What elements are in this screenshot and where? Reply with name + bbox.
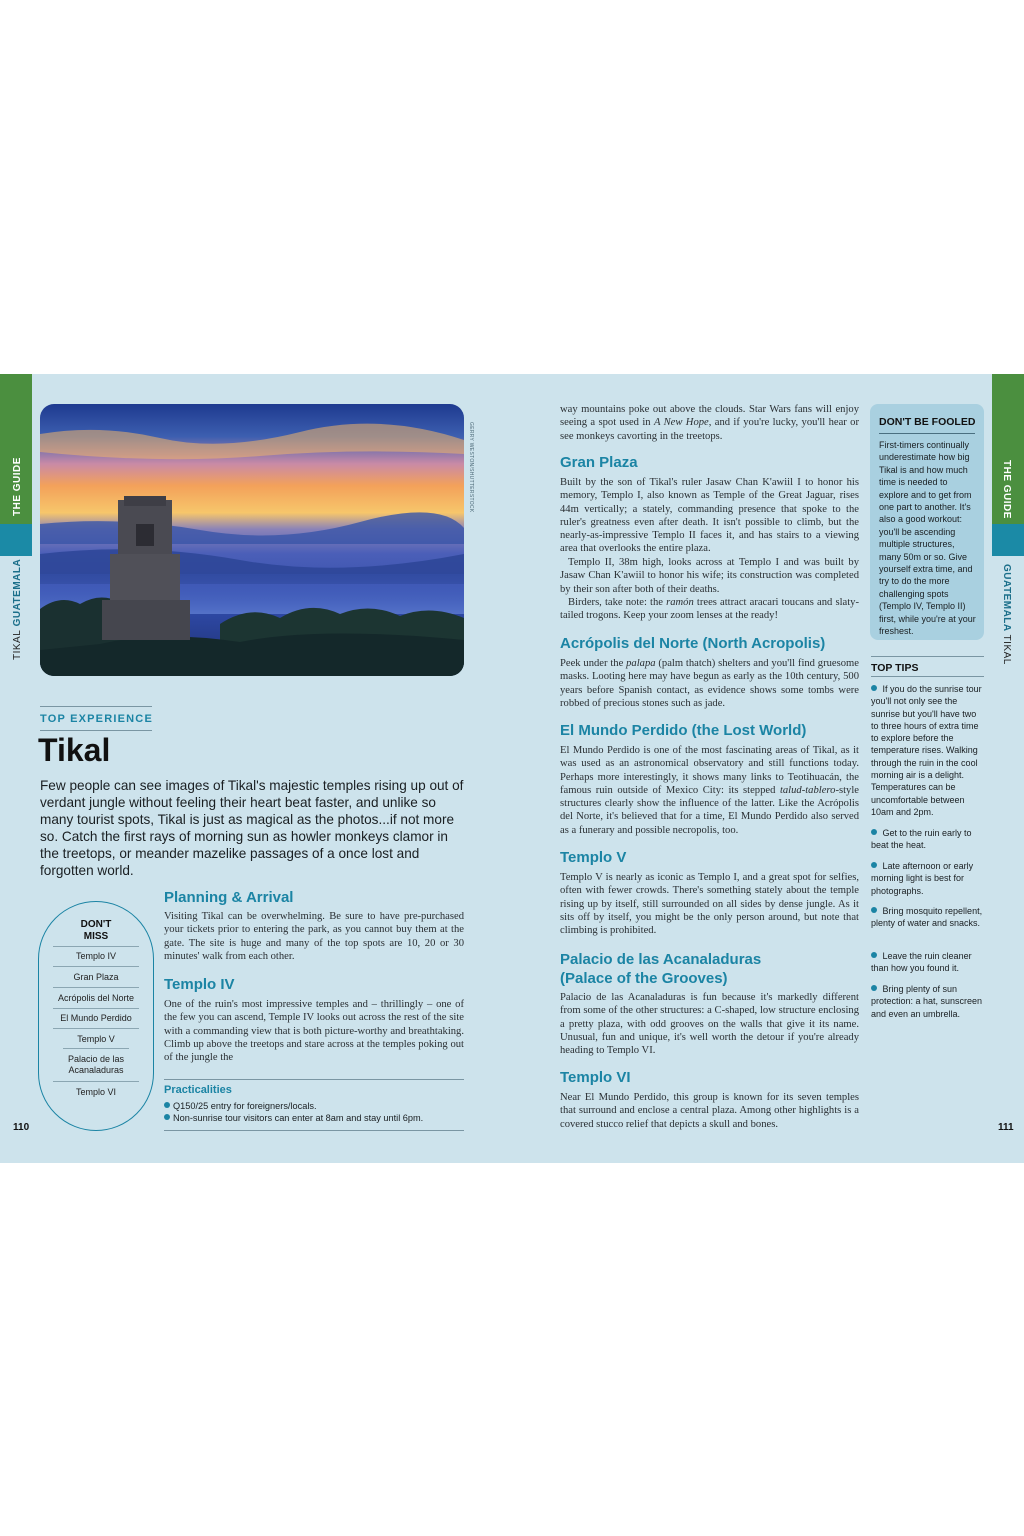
page-number-left: 110 (13, 1122, 30, 1133)
fooled-heading: DON'T BE FOOLED (879, 416, 976, 428)
intro-paragraph: Few people can see images of Tikal's majestic temples rising up out of verdant jungle without feeling their heart beat faster, and unlike so many tourist spots, Tikal is just as magical as the photos...if not more so. Catch the first rays of morning sun as howler monkeys clamor in the treetops, or meander mazelike passages of a once lost and forgotten world. (40, 778, 464, 878)
temple-photo-illustration (40, 404, 464, 676)
kicker-top-rule (40, 706, 152, 707)
gran-plaza-heading: Gran Plaza (560, 454, 638, 471)
practicalities-item: Q150/25 entry for foreigners/locals. (164, 1100, 317, 1112)
planning-text: Visiting Tikal can be overwhelming. Be sure to have pre-purchased your tickets prior to entering the park, as you cannot buy them at the gate. The site is huge and many of the top spots are 10, 20 or 30 minutes' walk from each other. (164, 911, 464, 962)
dont-miss-item: Palacio de las Acanaladuras (63, 1048, 129, 1076)
templo-vi-text: Near El Mundo Perdido, this group is known for its seven temples that surround and enclose a central plaza. Among other highlights is a covered stucco relief that depicts a skull and bones. (560, 1092, 859, 1130)
dont-miss-item: Templo IV (53, 946, 139, 962)
right-tab-marker (992, 524, 1024, 556)
left-section-label: THE GUIDE (12, 457, 23, 516)
gran-plaza-text-2: Templo II, 38m high, looks across at Templo I and was built by Jasaw Chan K'awiil to honor his wife; its construction was completed by their son after both of their deaths. (560, 557, 859, 595)
tip-item: Leave the ruin cleaner than how you found it. (871, 951, 972, 974)
dont-be-fooled-box (870, 404, 984, 640)
planning-heading: Planning & Arrival (164, 889, 294, 906)
bullet-icon (871, 685, 877, 691)
dont-miss-heading: DON'T MISS (80, 919, 112, 942)
practicalities-heading: Practicalities (164, 1084, 232, 1096)
bullet-icon (871, 907, 877, 913)
book-spread (0, 374, 1024, 1163)
gran-plaza-text-1: Built by the son of Tikal's ruler Jasaw Chan K'awiil I to honor his memory, Templo I, also known as Temple of the Great Jaguar, rises 44m vertically; a stately, commanding presence that spoke to the ruler's greatness even after death. It isn't possible to climb, but the nearly-as-impressive Templo II faces it, and has stairs to a viewing area that overlooks the entire plaza. (560, 477, 859, 555)
tip-item: If you do the sunrise tour you'll not only see the sunrise but you'll have two to three hours of extra time to explore before the temperature rises. Walking through the ruin in the cool morning air is a delight. Temperatures can be uncomfortable between 10am and 2pm. (871, 684, 982, 817)
palacio-text: Palacio de las Acanaladuras is fun because it's markedly different from some of the other structures: a C-shaped, low structure enclosing a pretty plaza, with odd grooves on the walls that give it its name. Unusual, fun and unique, it's well worth the detour if you're already heading to Templo VI. (560, 992, 859, 1057)
right-breadcrumb: GUATEMALA TIKAL (1001, 564, 1012, 665)
mundo-perdido-text: El Mundo Perdido is one of the most fascinating areas of Tikal, as it was used as an astronomical observatory and still functions today. Perhaps more interestingly, it shows many links to Teotihuacán, the famous ruin outside of Mexico City: its stepped talud-tablero-style structures clearly show the influence of the latter. Like the Acrópolis del Norte, it's believed that for a time, El Mundo Perdido also served as a funerary and possible necropolis, too. (560, 745, 859, 836)
acropolis-text: Peek under the palapa (palm thatch) shelters and you'll find gruesome masks. Looting here may have begun as early as the 10th century, 500 years before Spanish contact, as evidence shows some tombs were robbed of precious stones such as jade. (560, 658, 859, 709)
bullet-icon (871, 952, 877, 958)
kicker-bottom-rule (40, 730, 152, 731)
templo-v-text: Templo V is nearly as iconic as Templo I, and a great spot for selfies, often with fewer crowds. There's something stately about the temple rising up by itself, still surrounded on all sides by dense jungle. As it sits off by itself, you might be the only person around, but note that climbing is prohibited. (560, 872, 859, 937)
dont-miss-box (38, 901, 154, 1131)
acropolis-heading: Acrópolis del Norte (North Acropolis) (560, 635, 826, 652)
top-tips-heading: TOP TIPS (871, 662, 919, 674)
kicker: TOP EXPERIENCE (40, 713, 153, 725)
tip-item: Late afternoon or early morning light is best for photographs. (871, 861, 974, 896)
page-title: Tikal (38, 732, 111, 768)
dont-miss-item: Gran Plaza (53, 966, 139, 983)
bullet-icon (871, 985, 877, 991)
dont-miss-item: El Mundo Perdido (53, 1008, 139, 1024)
left-breadcrumb: TIKAL GUATEMALA (12, 558, 23, 660)
mundo-perdido-heading: El Mundo Perdido (the Lost World) (560, 722, 807, 739)
bullet-icon (164, 1102, 170, 1108)
page-number-right: 111 (998, 1122, 1014, 1133)
photo-credit: GERRY WESTON/SHUTTERSTOCK (468, 422, 474, 513)
templo-iv-text: One of the ruin's most impressive temples and – thrillingly – one of the few you can ascend, Temple IV looks out across the rest of the site with a commanding view that is both picture-worthy and breathtaking. Climb up above the treetops and stare across at the temples poking out of the jungle the (164, 999, 464, 1064)
palacio-heading: Palacio de las Acanaladuras (Palace of the Grooves) (560, 951, 762, 987)
bullet-icon (164, 1114, 170, 1120)
bullet-icon (871, 829, 877, 835)
gran-plaza-text-3: Birders, take note: the ramón trees attract aracari toucans and slaty-tailed trogons. Keep your zoom lenses at the ready! (560, 597, 859, 622)
tips-top-rule (871, 656, 984, 657)
tikal-sunrise-photo (40, 404, 464, 676)
templo-vi-heading: Templo VI (560, 1069, 631, 1086)
tip-item: Get to the ruin early to beat the heat. (871, 828, 972, 851)
dont-miss-item: Acrópolis del Norte (53, 987, 139, 1004)
right-section-label: THE GUIDE (1001, 460, 1012, 519)
tip-item: Bring mosquito repellent, plenty of water and snacks. (871, 906, 983, 929)
bullet-icon (871, 862, 877, 868)
templo-iv-heading: Templo IV (164, 976, 235, 993)
dont-miss-item: Templo V (53, 1028, 139, 1045)
tip-item: Bring plenty of sun protection: a hat, sunscreen and even an umbrella. (871, 984, 983, 1019)
templo-v-heading: Templo V (560, 849, 627, 866)
continuation-text: way mountains poke out above the clouds. Star Wars fans will enjoy seeing a spot used in A New Hope, and if you're lucky, you'll hear or see monkeys cavorting in the treetops. (560, 404, 859, 442)
fooled-rule (879, 433, 975, 434)
tips-bottom-rule (871, 676, 984, 677)
practicalities-item: Non-sunrise tour visitors can enter at 8am and stay until 6pm. (164, 1112, 423, 1124)
practicalities-bottom-rule (164, 1130, 464, 1131)
fooled-text: First-timers continually underestimate how big Tikal is and how much time is needed to explore and to get from one part to another. It's also a good workout: you'll be ascending multiple structures, many 50m or so. Give yourself extra time, and try to do the more challenging spots (Templo IV, Templo II) first, while you're at your freshest. (879, 440, 976, 637)
practicalities-top-rule (164, 1079, 464, 1080)
left-tab-marker (0, 524, 32, 556)
dont-miss-item: Templo VI (53, 1081, 139, 1098)
